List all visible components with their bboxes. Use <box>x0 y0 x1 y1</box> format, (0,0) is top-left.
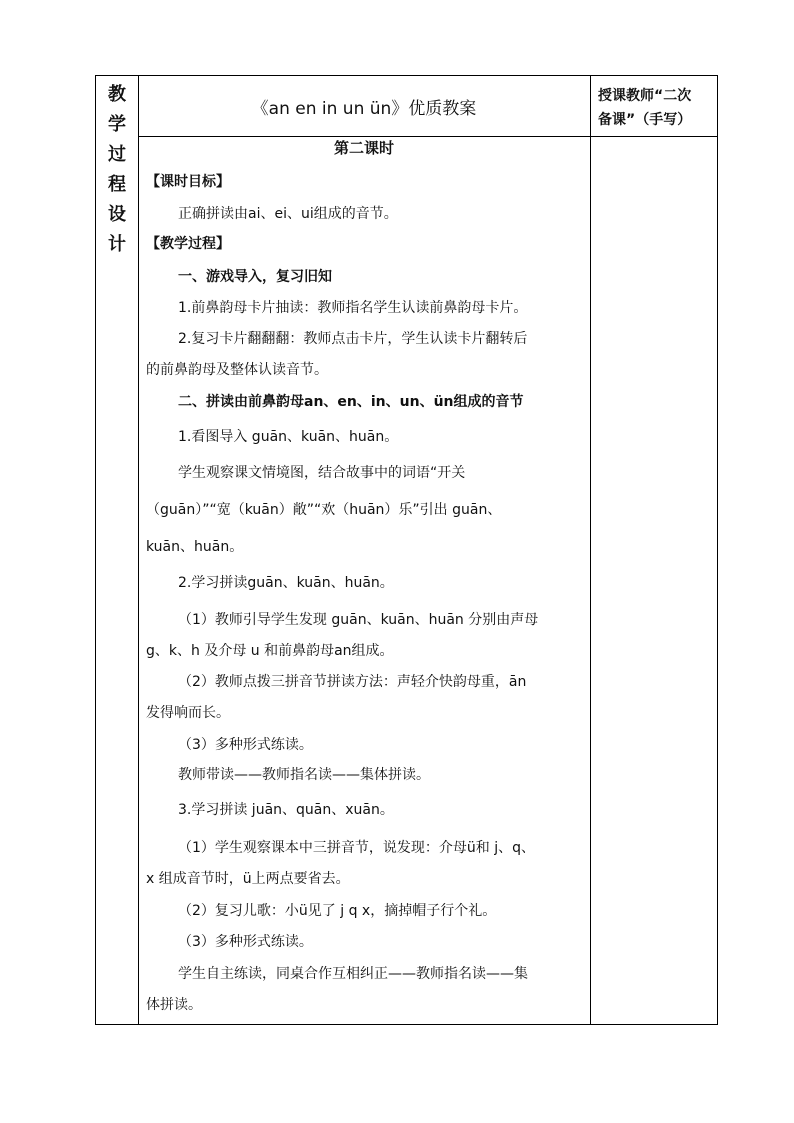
paragraph: 的前鼻韵母及整体认读音节。 <box>146 362 328 378</box>
column-divider-2 <box>590 75 591 1025</box>
paragraph: （3）多种形式练读。 <box>178 934 313 950</box>
paragraph: （1）学生观察课本中三拼音节，说发现：介母ü和 j、q、 <box>178 840 536 856</box>
objective-heading: 【课时目标】 <box>146 174 230 190</box>
paragraph: 发得响而长。 <box>146 705 230 721</box>
paragraph: （3）多种形式练读。 <box>178 737 313 753</box>
paragraph: （guān）”“宽（kuān）敞”“欢（huān）乐”引出 guān、 <box>146 502 502 518</box>
paragraph: 1.看图导入 guān、kuān、huān。 <box>178 429 399 445</box>
side-title-char: 程 <box>108 174 126 195</box>
side-title-char: 设 <box>108 204 126 225</box>
side-title <box>96 76 138 1024</box>
paragraph: （2）复习儿歌：小ü见了 j q x，摘掉帽子行个礼。 <box>178 903 497 919</box>
side-title-char: 教 <box>108 84 126 105</box>
paragraph: （1）教师引导学生发现 guān、kuān、huān 分别由声母 <box>178 612 539 628</box>
process-heading: 【教学过程】 <box>146 236 230 252</box>
paragraph: 教师带读——教师指名读——集体拼读。 <box>178 767 430 783</box>
paragraph: （2）教师点拨三拼音节拼读方法：声轻介快韵母重，ān <box>178 674 527 690</box>
paragraph: 3.学习拼读 juān、quān、xuān。 <box>178 802 394 818</box>
paragraph: g、k、h 及介母 u 和前鼻韵母an组成。 <box>146 643 394 659</box>
objective-text: 正确拼读由ai、ei、ui组成的音节。 <box>178 206 398 222</box>
teacher-notes-line: 授课教师“二次 <box>598 88 692 104</box>
paragraph: 1.前鼻韵母卡片抽读：教师指名学生认读前鼻韵母卡片。 <box>178 300 528 316</box>
section-heading: 二、拼读由前鼻韵母an、en、in、un、ün组成的音节 <box>178 394 524 410</box>
section-heading: 一、游戏导入，复习旧知 <box>178 269 332 285</box>
side-title-char: 计 <box>108 234 126 255</box>
side-title-char: 学 <box>108 114 126 135</box>
side-title-char: 过 <box>108 144 126 165</box>
paragraph: 体拼读。 <box>146 997 202 1013</box>
table-border-bottom <box>95 1024 718 1025</box>
paragraph: 学生观察课文情境图，结合故事中的词语“开关 <box>178 465 466 481</box>
teacher-notes-line: 备课”（手写） <box>598 112 692 128</box>
teacher-notes-column <box>592 137 717 1023</box>
period-heading: 第二课时 <box>333 139 394 157</box>
paragraph: 2.学习拼读guān、kuān、huān。 <box>178 575 394 591</box>
paragraph: kuān、huān。 <box>146 539 244 555</box>
paragraph: x 组成音节时，ü上两点要省去。 <box>146 871 350 887</box>
table-border-right <box>717 75 718 1025</box>
paragraph: 学生自主练读，同桌合作互相纠正——教师指名读——集 <box>178 966 528 982</box>
column-divider-1 <box>138 75 139 1025</box>
paragraph: 2.复习卡片翻翻翻：教师点击卡片，学生认读卡片翻转后 <box>178 331 528 347</box>
lesson-title: 《an en in un ün》优质教案 <box>251 99 477 119</box>
teacher-notes-header <box>592 76 718 137</box>
